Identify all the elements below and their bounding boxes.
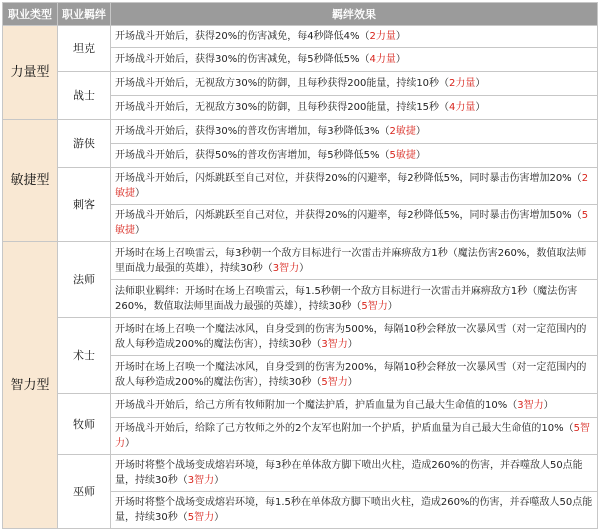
bond-effect xyxy=(111,492,598,529)
table-row xyxy=(3,26,598,48)
table-row xyxy=(3,394,598,418)
effect-text: 开场时在场上召唤一个魔法冰风，自身受到的伤害为500%，每隔10秒会释放一次暴风雪（对一定范围内的敌人每秒造成200%的魔法伤害），持续30秒（ xyxy=(115,323,587,350)
class-name-assassin: 刺客 xyxy=(58,168,111,242)
effect-text: 开场战斗开始后，获得30%的伤害减免，每5秒降低5%（ xyxy=(115,54,370,65)
bond-effect xyxy=(111,144,598,168)
effect-text: 开场时将整个战场变成熔岩环境，每3秒在单体敌方脚下喷出火柱，造成260%的伤害，并吞噬敌人50点能量，持续30秒（ xyxy=(115,460,583,486)
effect-tier-tag: 5智力 xyxy=(187,512,215,523)
effect-tier-tag: 4力量 xyxy=(369,54,396,65)
effect-text: 开场战斗开始后，给己方所有牧师附加一个魔法护盾，护盾血量为自己最大生命值的10%（ xyxy=(115,400,518,411)
effect-tier-tag: 3智力 xyxy=(272,262,300,274)
effect-text: 开场战斗开始后，闪烁跳跃至自己对位，并获得20%的闪避率，每2秒降低5%，同时暴击伤害增加20%（ xyxy=(115,173,582,184)
table-row xyxy=(3,242,598,280)
effect-text: 开场战斗开始后，获得30%的普攻伤害增加，每3秒降低3%（ xyxy=(115,126,390,137)
table-row xyxy=(3,120,598,144)
class-type-agility: 敏捷型 xyxy=(3,120,58,242)
effect-tail: ） xyxy=(415,126,426,137)
effect-text: 开场战斗开始后，获得20%的伤害减免，每4秒降低4%（ xyxy=(115,31,370,42)
effect-text: 开场战斗开始后，给除了己方牧师之外的2个友军也附加一个护盾，护盾血量为自己最大生命值的10%（ xyxy=(115,423,574,434)
bond-effect xyxy=(111,394,598,418)
effect-tier-tag: 5敏捷 xyxy=(389,150,416,161)
class-name-priest: 牧师 xyxy=(58,394,111,455)
class-name-tank: 坦克 xyxy=(58,26,111,72)
effect-text: 开场战斗开始后，获得50%的普攻伤害增加，每5秒降低5%（ xyxy=(115,150,390,161)
table-row xyxy=(3,168,598,205)
effect-tier-tag: 5智力 xyxy=(361,300,388,312)
header-class-type: 职业类型 xyxy=(3,3,58,26)
header-bond-effect: 羁绊效果 xyxy=(111,3,598,26)
table-row xyxy=(3,318,598,356)
bond-effect xyxy=(111,96,598,120)
effect-text: 开场时将整个战场变成熔岩环境，每1.5秒在单体敌方脚下喷出火柱，造成260%的伤害，并吞噬敌人50点能量，持续30秒（ xyxy=(115,497,593,523)
bond-effect xyxy=(111,242,598,280)
effect-tier-tag: 3智力 xyxy=(321,338,348,350)
class-name-warlock: 术士 xyxy=(58,318,111,394)
bond-effect xyxy=(111,356,598,394)
effect-tail: ） xyxy=(475,78,486,89)
header-row xyxy=(3,3,598,26)
effect-tail: ） xyxy=(299,262,310,274)
bond-effect xyxy=(111,72,598,96)
effect-tier-tag: 2敏捷 xyxy=(115,173,589,199)
effect-tier-tag: 2力量 xyxy=(369,31,396,42)
effect-tier-tag: 5智力 xyxy=(321,376,348,388)
bond-effect xyxy=(111,26,598,48)
effect-tail: ） xyxy=(387,300,398,312)
effect-tier-tag: 4力量 xyxy=(449,102,476,113)
effect-text: 法师职业羁绊：开场时在场上召唤雷云，每1.5秒朝一个敌方目标进行一次雷击并麻痹敌方1秒（魔法伤害260%，数值取法师里面战力最强的英雄），持续30秒（ xyxy=(115,285,578,312)
effect-tier-tag: 2敏捷 xyxy=(389,126,416,137)
bond-effect xyxy=(111,455,598,492)
table-row xyxy=(3,455,598,492)
effect-tail: ） xyxy=(214,512,225,523)
effect-tail: ） xyxy=(395,54,406,65)
effect-tier-tag: 5敏捷 xyxy=(115,210,589,236)
effect-tail: ） xyxy=(415,150,426,161)
effect-tail: ） xyxy=(543,400,554,411)
effect-tail: ） xyxy=(475,102,486,113)
class-type-strength: 力量型 xyxy=(3,26,58,120)
effect-tier-tag: 3智力 xyxy=(517,400,544,411)
effect-text: 开场战斗开始后，无视敌方30%的防御，且每秒获得200能量，持续10秒（ xyxy=(115,78,450,89)
effect-tail: ） xyxy=(135,225,145,236)
class-name-warrior: 战士 xyxy=(58,72,111,120)
effect-tail: ） xyxy=(347,338,358,350)
effect-tail: ） xyxy=(395,31,406,42)
effect-text: 开场时在场上召唤雷云，每3秒朝一个敌方目标进行一次雷击并麻痹敌方1秒（魔法伤害260%，数值取法师里面战力最强的英雄），持续30秒（ xyxy=(115,247,587,274)
class-name-ranger: 游侠 xyxy=(58,120,111,168)
bond-effect xyxy=(111,205,598,242)
class-name-wizard: 巫师 xyxy=(58,455,111,529)
effect-tier-tag: 3智力 xyxy=(187,475,215,486)
effect-tier-tag: 5智力 xyxy=(115,423,590,449)
effect-tail: ） xyxy=(135,188,145,199)
bond-effect xyxy=(111,280,598,318)
bond-effect xyxy=(111,48,598,72)
bond-table xyxy=(2,2,598,529)
bond-effect xyxy=(111,120,598,144)
table-row xyxy=(3,72,598,96)
bond-effect xyxy=(111,318,598,356)
effect-tail: ） xyxy=(125,438,135,449)
effect-tail: ） xyxy=(214,475,225,486)
effect-text: 开场战斗开始后，闪烁跳跃至自己对位，并获得20%的闪避率，每2秒降低5%，同时暴击伤害增加50%（ xyxy=(115,210,582,221)
effect-text: 开场时在场上召唤一个魔法冰风，自身受到的伤害为200%，每隔10秒会释放一次暴风雪（对一定范围内的敌人每秒造成200%的魔法伤害），持续30秒（ xyxy=(115,361,587,388)
effect-tail: ） xyxy=(347,376,358,388)
effect-text: 开场战斗开始后，无视敌方30%的防御，且每秒获得200能量，持续15秒（ xyxy=(115,102,450,113)
class-name-mage: 法师 xyxy=(58,242,111,318)
header-class-bond: 职业羁绊 xyxy=(58,3,111,26)
class-type-intelligence: 智力型 xyxy=(3,242,58,529)
bond-effect xyxy=(111,418,598,455)
effect-tier-tag: 2力量 xyxy=(449,78,476,89)
bond-effect xyxy=(111,168,598,205)
